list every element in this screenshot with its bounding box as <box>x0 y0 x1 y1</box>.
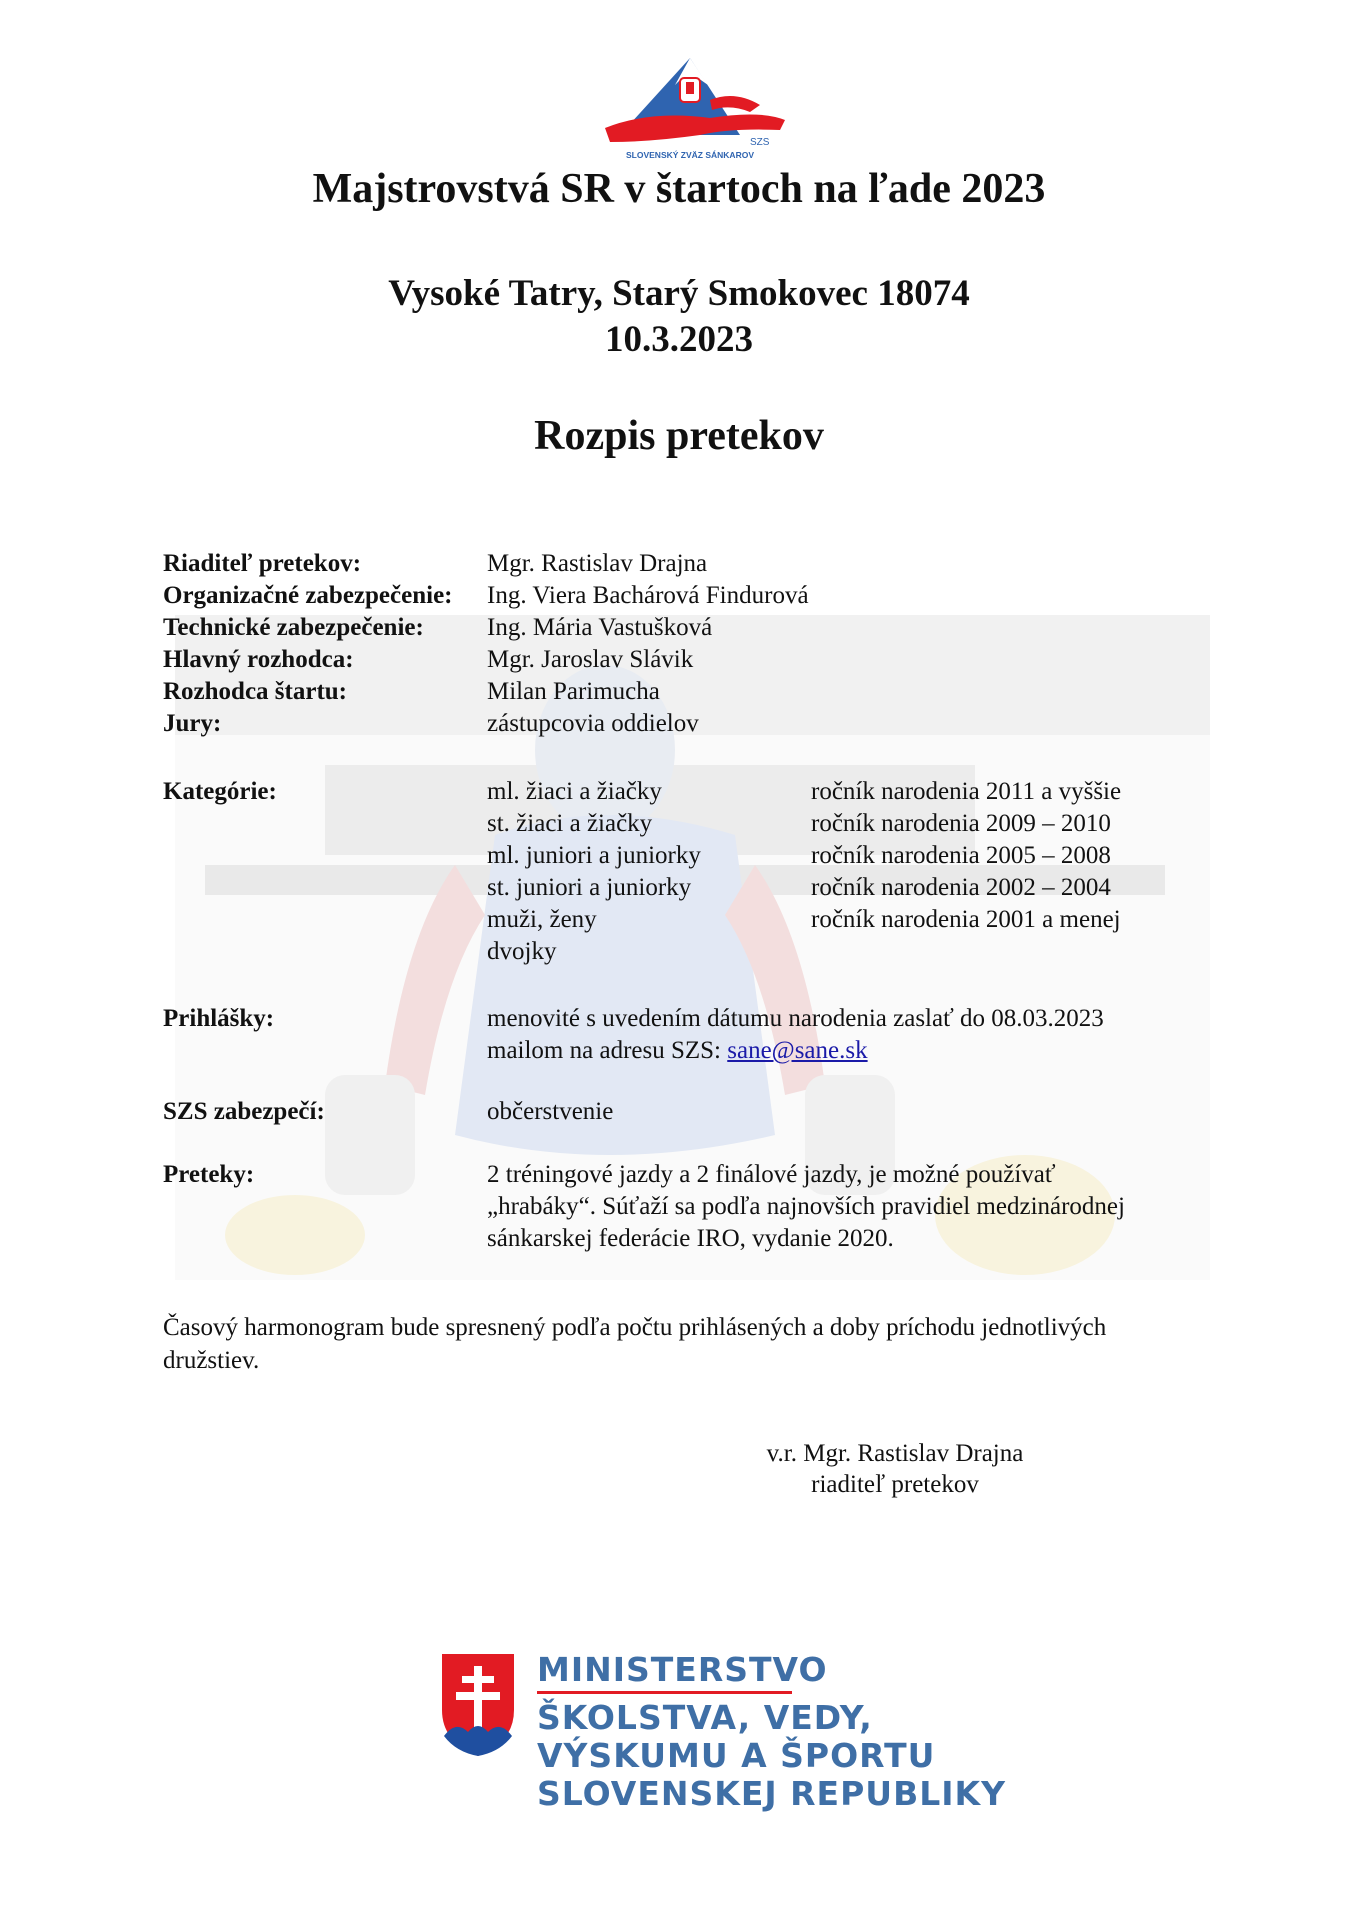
value-provision: občerstvenie <box>487 1098 614 1125</box>
szs-logo <box>590 50 790 162</box>
registration-email-line <box>487 1035 868 1067</box>
race-text-line: „hrabáky“. Súťaží sa podľa najnovších pravidiel medzinárodnej <box>487 1193 1125 1220</box>
category-name: ml. žiaci a žiačky <box>487 778 662 805</box>
registration-text: menovité s uvedením dátumu narodenia zaslať do 08.03.2023 <box>487 1005 1104 1032</box>
category-name: st. juniori a juniorky <box>487 874 692 901</box>
value-jury: zástupcovia oddielov <box>487 710 699 737</box>
signature-role: riaditeľ pretekov <box>811 1471 979 1498</box>
value-race-director: Mgr. Rastislav Drajna <box>487 550 708 577</box>
schedule-note: Časový harmonogram bude spresnený podľa počtu prihlásených a doby príchodu jednotlivých <box>163 1314 1107 1341</box>
label-provision: SZS zabezpečí: <box>163 1098 325 1125</box>
main-title: Majstrovstvá SR v štartoch na ľade 2023 <box>312 166 1046 212</box>
schedule-note-continued: družstiev. <box>163 1347 260 1374</box>
label-start-referee: Rozhodca štartu: <box>163 678 348 705</box>
value-organization: Ing. Viera Bachárová Findurová <box>487 582 809 609</box>
label-categories: Kategórie: <box>163 778 277 805</box>
szs-logo-caption: SLOVENSKÝ ZVÄZ SÁNKAROV <box>626 150 754 160</box>
event-date: 10.3.2023 <box>605 319 753 360</box>
ministry-line-3: VÝSKUMU A ŠPORTU <box>537 1736 936 1775</box>
document-subtitle: Rozpis pretekov <box>534 413 824 459</box>
category-years: ročník narodenia 2002 – 2004 <box>811 874 1111 901</box>
value-technical: Ing. Mária Vastušková <box>487 614 713 641</box>
label-registration: Prihlášky: <box>163 1005 275 1032</box>
ministry-line-1: MINISTERSTVO <box>537 1650 828 1689</box>
label-organization: Organizačné zabezpečenie: <box>163 582 453 609</box>
category-name: dvojky <box>487 938 557 965</box>
ministry-line-2: ŠKOLSTVA, VEDY, <box>537 1698 873 1737</box>
category-years: ročník narodenia 2011 a vyššie <box>811 778 1122 805</box>
signature-name: v.r. Mgr. Rastislav Drajna <box>766 1440 1024 1467</box>
race-text-line: 2 tréningové jazdy a 2 finálové jazdy, je možné používať <box>487 1161 1056 1188</box>
label-chief-referee: Hlavný rozhodca: <box>163 646 354 673</box>
category-years: ročník narodenia 2009 – 2010 <box>811 810 1111 837</box>
ministry-logo <box>440 1650 1006 1820</box>
label-race-director: Riaditeľ pretekov: <box>163 550 362 577</box>
email-link[interactable]: sane@sane.sk <box>727 1037 868 1064</box>
category-name: st. žiaci a žiačky <box>487 810 653 837</box>
value-chief-referee: Mgr. Jaroslav Slávik <box>487 646 694 673</box>
venue: Vysoké Tatry, Starý Smokovec 18074 <box>388 273 970 314</box>
registration-email-prefix: mailom na adresu SZS: <box>487 1037 728 1064</box>
label-jury: Jury: <box>163 710 222 737</box>
ministry-line-4: SLOVENSKEJ REPUBLIKY <box>537 1774 1006 1813</box>
category-name: ml. juniori a juniorky <box>487 842 701 869</box>
category-years: ročník narodenia 2001 a menej <box>811 906 1121 933</box>
label-technical: Technické zabezpečenie: <box>163 614 424 641</box>
category-name: muži, ženy <box>487 906 597 933</box>
value-start-referee: Milan Parimucha <box>487 678 660 705</box>
race-text-line: sánkarskej federácie IRO, vydanie 2020. <box>487 1225 894 1252</box>
slovak-coat-of-arms-icon <box>440 1652 516 1758</box>
label-race: Preteky: <box>163 1161 255 1188</box>
szs-logo-text: SZS <box>750 137 770 148</box>
category-years: ročník narodenia 2005 – 2008 <box>811 842 1111 869</box>
ministry-underline <box>537 1691 792 1694</box>
